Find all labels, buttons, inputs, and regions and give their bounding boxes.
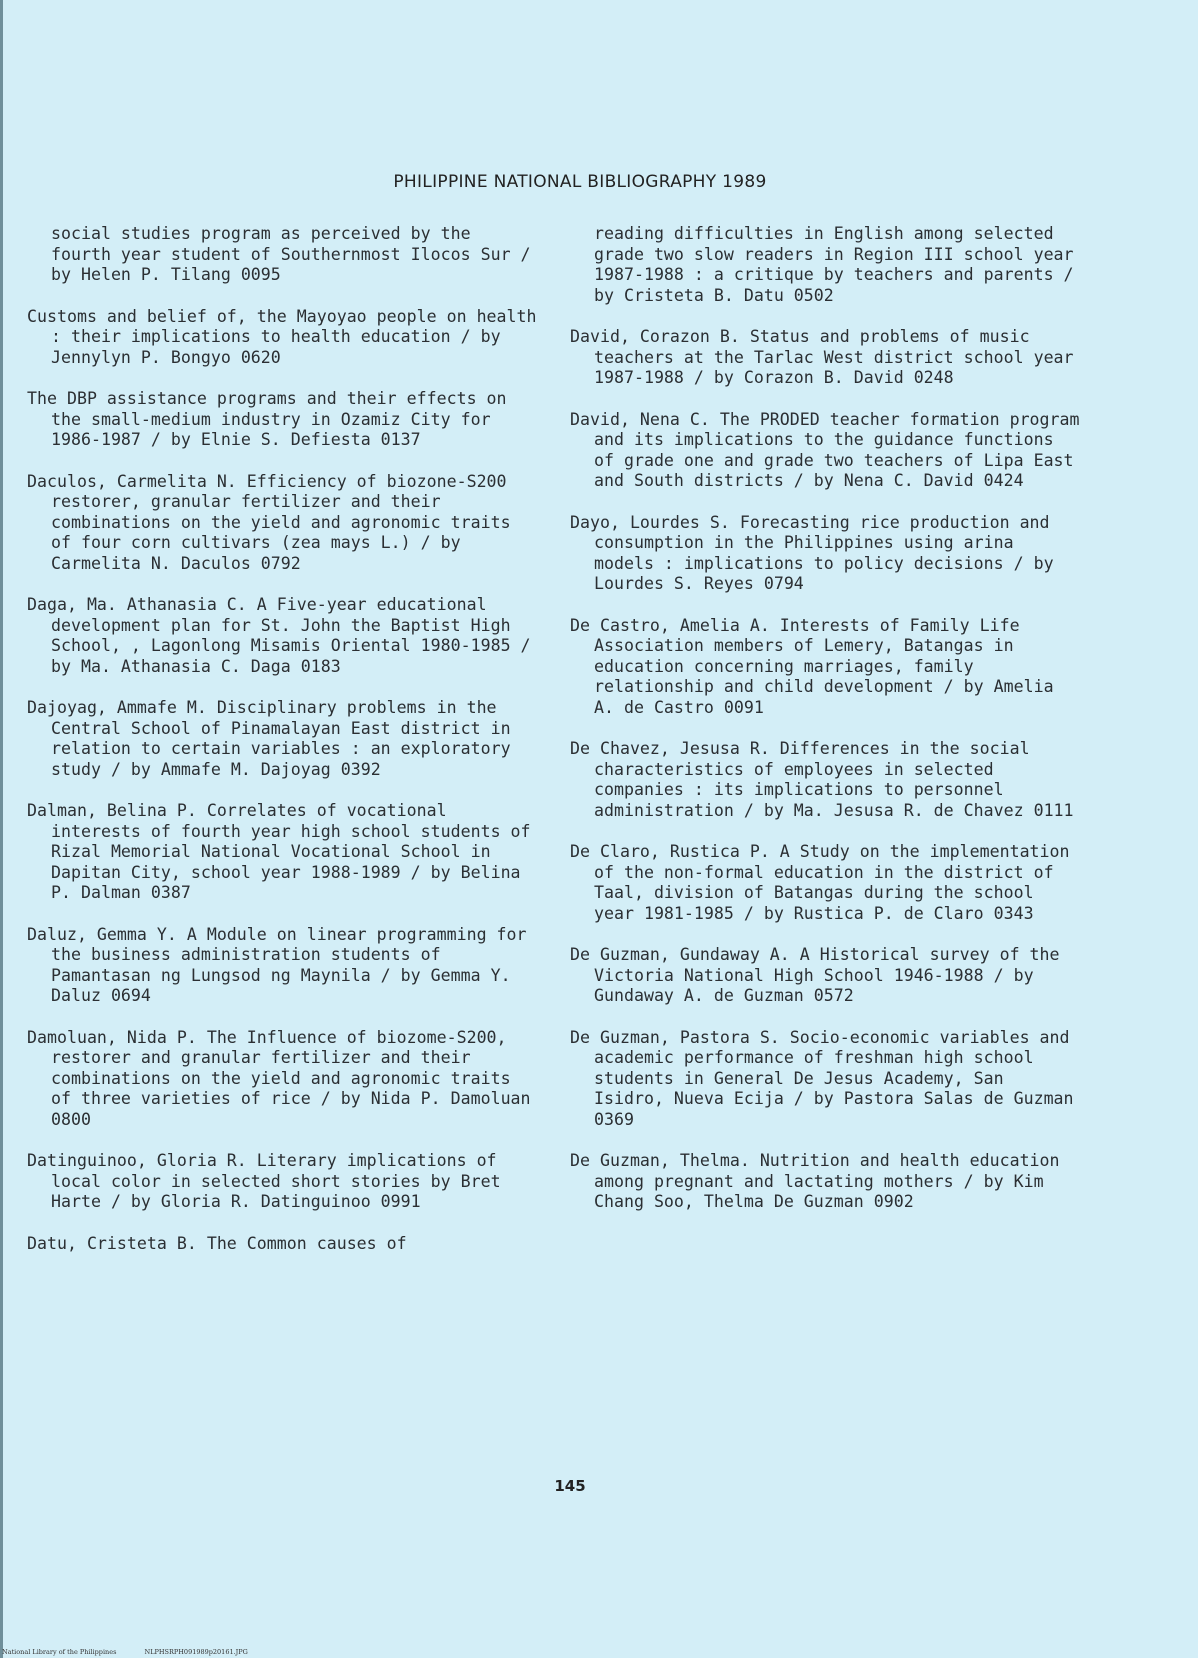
bibliography-entry: De Guzman, Thelma. Nutrition and health education among pregnant and lactating mothers / by Kim Chang Soo, Thelma De Guzman 0902	[570, 1151, 1060, 1211]
bibliography-entry: Dajoyag, Ammafe M. Disciplinary problems in the Central School of Pinamalayan East district in relation to certain variables : an exploratory study / by Ammafe M. Dajoyag 0392	[27, 698, 511, 779]
scan-footer	[2, 1648, 274, 1656]
continued-entry: social studies program as perceived by the fourth year student of Southernmost Ilocos Sur / by Helen P. Tilang 0095	[51, 224, 531, 284]
bibliography-entry: Datinguinoo, Gloria R. Literary implications of local color in selected short stories by Bret Harte / by Gloria R. Datinguinoo 0991	[27, 1151, 501, 1211]
bibliography-entry: Customs and belief of, the Mayoyao people on health : their implications to health education / by Jennylyn P. Bongyo 0620	[27, 306, 537, 367]
bibliography-entry: Dayo, Lourdes S. Forecasting rice production and consumption in the Philippines using arina models : implications to policy decisions / by Lourdes S. Reyes 0794	[570, 512, 1054, 593]
bibliography-entry: Daculos, Carmelita N. Efficiency of biozone-S200 restorer, granular fertilizer and their combinations on the yield and agronomic traits of four corn cultivars (zea mays L.) / by Carmelita N. Daculos 0792	[27, 471, 511, 573]
bibliography-entry: De Guzman, Pastora S. Socio-economic variables and academic performance of freshman high school students in General De Jesus Academy, San Isidro, Nueva Ecija / by Pastora Salas de Guzman 0369	[570, 1027, 1074, 1129]
bibliography-entry: The DBP assistance programs and their effects on the small-medium industry in Ozamiz City for 1986-1987 / by Elnie S. Defiesta 0137	[27, 389, 507, 449]
bibliography-entry: De Chavez, Jesusa R. Differences in the social characteristics of employees in selected companies : its implications to personnel administration / by Ma. Jesusa R. de Chavez 0111	[570, 739, 1074, 820]
bibliography-entry: De Guzman, Gundaway A. A Historical survey of the Victoria National High School 1946-1988 / by Gundaway A. de Guzman 0572	[570, 945, 1060, 1005]
scan-edge	[0, 0, 3, 1658]
bibliography-entry: Daga, Ma. Athanasia C. A Five-year educational development plan for St. John the Baptist High School, , Lagonlong Misamis Oriental 1980-1985 / by Ma. Athanasia C. Daga 0183	[27, 595, 531, 676]
left-column	[27, 224, 537, 1275]
bibliography-entry: De Castro, Amelia A. Interests of Family Life Association members of Lemery, Batangas in education concerning marriages, family relationship and child development / by Amelia A. de Castro 0091	[570, 615, 1054, 717]
bibliography-entry: Damoluan, Nida P. The Influence of biozome-S200, restorer and granular fertilizer and their combinations on the yield and agronomic traits of three varieties of rice / by Nida P. Damoluan 0800	[27, 1027, 531, 1129]
page-number: 145	[554, 1477, 586, 1495]
bibliography-entry: Dalman, Belina P. Correlates of vocational interests of fourth year high school students of Rizal Memorial National Vocational School in Dapitan City, school year 1988-1989 / by Belina P. Dalman 0387	[27, 801, 531, 902]
footer-institution: National Library of the Philippines	[2, 1648, 117, 1656]
bibliography-entry: De Claro, Rustica P. A Study on the implementation of the non-formal education in the district of Taal, division of Batangas during the school year 1981-1985 / by Rustica P. de Claro 0343	[570, 842, 1070, 923]
bibliography-entry: Datu, Cristeta B. The Common causes of	[27, 1233, 407, 1253]
footer-file-id: NLPHSRPH091989p20161.JPG	[144, 1648, 248, 1656]
continued-entry: reading difficulties in English among selected grade two slow readers in Region III school year 1987-1988 : a critique by teachers and parents / by Cristeta B. Datu 0502	[594, 224, 1074, 305]
bibliography-entry: Daluz, Gemma Y. A Module on linear programming for the business administration students of Pamantasan ng Lungsod ng Maynila / by Gemma Y. Daluz 0694	[27, 924, 527, 1005]
bibliography-entry: David, Corazon B. Status and problems of music teachers at the Tarlac West district school year 1987-1988 / by Corazon B. David 0248	[570, 327, 1074, 387]
bibliography-entry: David, Nena C. The PRODED teacher formation program and its implications to the guidance functions of grade one and grade two teachers of Lipa East and South districts / by Nena C. David 0424	[570, 409, 1080, 490]
right-column	[570, 224, 1080, 1234]
page-header: PHILIPPINE NATIONAL BIBLIOGRAPHY 1989	[393, 172, 767, 192]
